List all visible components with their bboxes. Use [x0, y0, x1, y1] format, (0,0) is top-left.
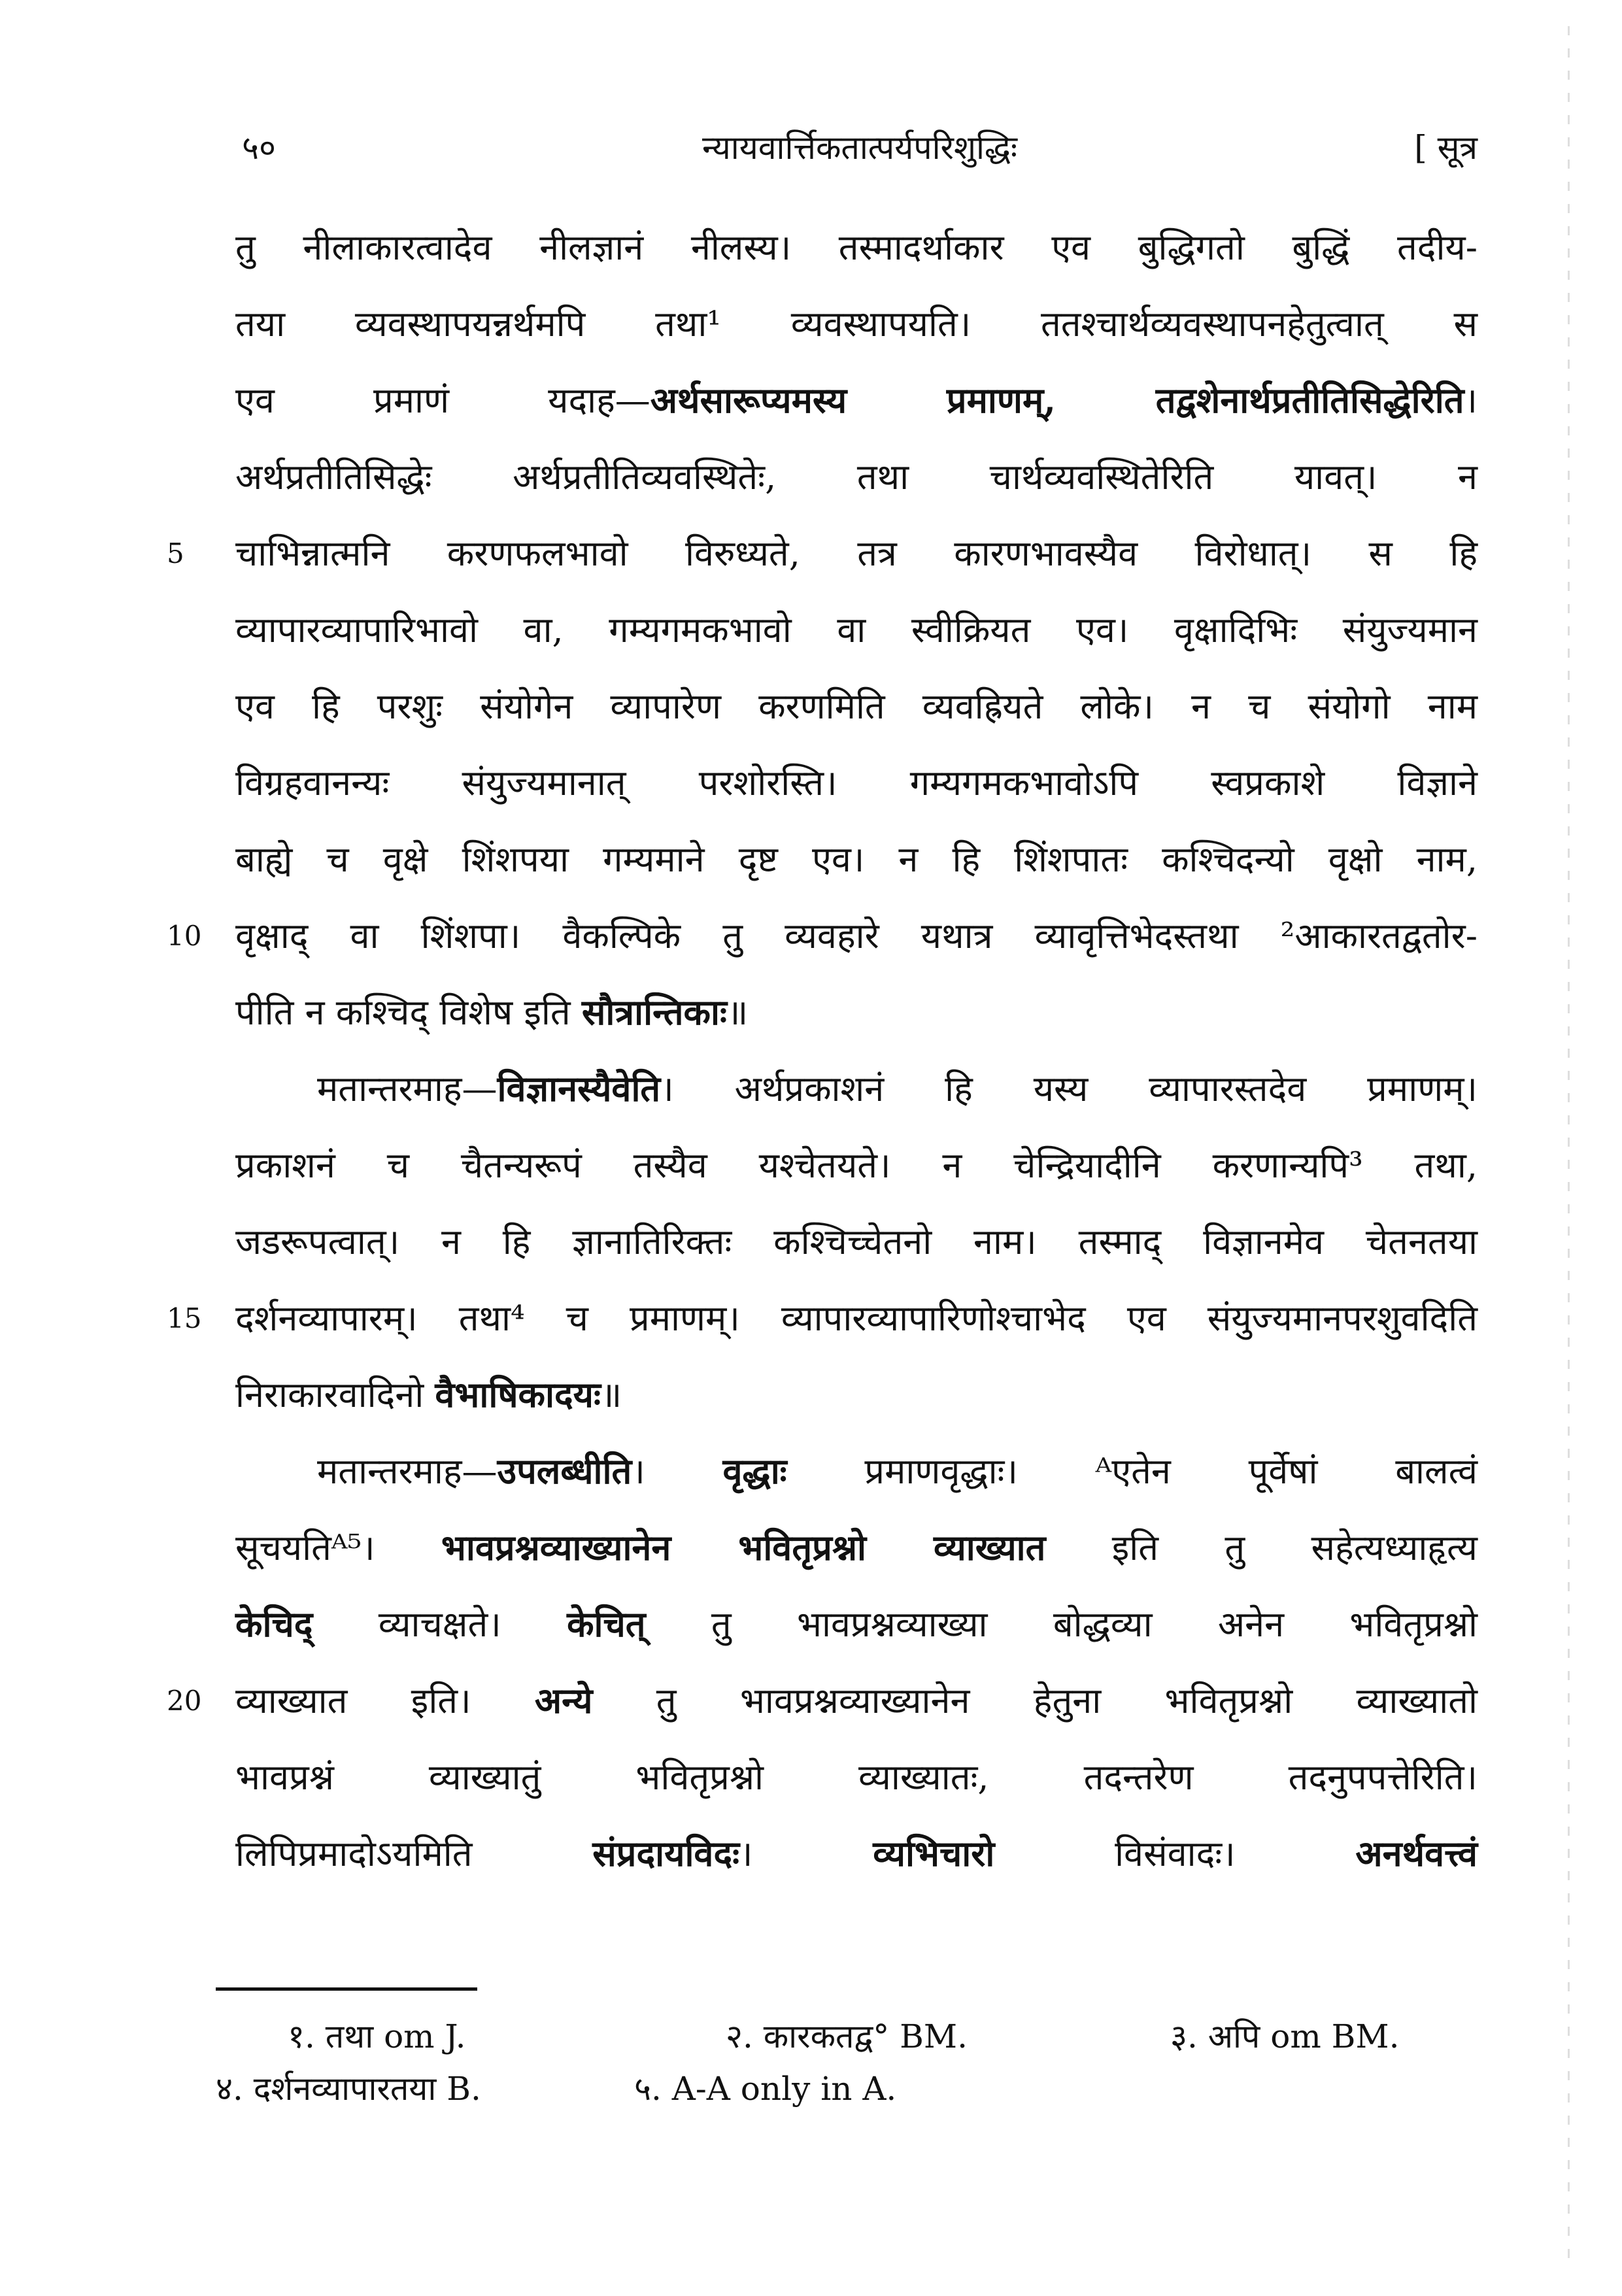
line-text: विग्रहवानन्यः संयुज्यमानात् परशोरस्ति। गम्यगमकभावोऽपि स्वप्रकाशे विज्ञाने [235, 762, 1478, 803]
text-line [235, 668, 1478, 745]
line-text: अर्थप्रतीतिसिद्धेः अर्थप्रतीतिव्यवस्थितेः, तथा चार्थव्यवस्थितेरिति यावत्। न [235, 456, 1478, 498]
bold-quotation: अन्ये [534, 1680, 593, 1721]
section-mark: [ सूत्र [1414, 129, 1478, 167]
text-line [167, 1663, 1478, 1739]
line-number: 20 [167, 1685, 202, 1717]
footnote-3: ३. अपि om BM. [1170, 2017, 1400, 2055]
line-text: । [739, 1833, 873, 1874]
text-line [167, 898, 1478, 974]
footnote-1: १. तथा om J. [288, 2017, 466, 2055]
line-text: लिपिप्रमादोऽयमिति [235, 1833, 593, 1874]
text-line [235, 1204, 1478, 1280]
line-text: प्रमाणवृद्धाः। ᴬएतेन पूर्वेषां बालत्वं [786, 1451, 1478, 1492]
line-text: वृक्षाद् वा शिंशपा। वैकल्पिके तु व्यवहारे यथात्र व्यावृत्तिभेदस्तथा ²आकारतद्वतोर- [235, 915, 1478, 956]
text-line [235, 821, 1478, 898]
line-text: । [1464, 380, 1478, 421]
text-line [235, 974, 1478, 1051]
footnote-row [216, 2010, 1458, 2063]
bold-quotation: विज्ञानस्यैवेति [497, 1068, 661, 1109]
line-text: व्याख्यात इति। [235, 1680, 535, 1721]
page-number: ५० [242, 129, 276, 167]
text-line [235, 1051, 1478, 1127]
line-text: एव हि परशुः संयोगेन व्यापारेण करणमिति व्यवह्रियते लोके। न च संयोगो नाम [235, 686, 1478, 727]
line-text: इति तु सहेत्यध्याहृत्य [1045, 1527, 1478, 1568]
footnote-divider [216, 1987, 477, 1991]
text-line [235, 286, 1478, 362]
line-number: 5 [167, 537, 184, 569]
line-text: । [632, 1451, 723, 1492]
line-text: ॥ [600, 1374, 622, 1415]
text-line [235, 1586, 1478, 1663]
running-title: न्यायवार्त्तिकतात्पर्यपरिशुद्धिः [702, 129, 1017, 167]
bold-quotation: केचित् [567, 1603, 646, 1645]
text-line [235, 1127, 1478, 1204]
line-text: । अर्थप्रकाशनं हि यस्य व्यापारस्तदेव प्रमाणम्। [660, 1068, 1478, 1109]
text-line [235, 1739, 1478, 1815]
line-text: भावप्रश्नं व्याख्यातुं भवितृप्रश्नो व्याख्यातः, तदन्तरेण तदनुपपत्तेरिति। [235, 1757, 1478, 1798]
footnote-4: ४. दर्शनव्यापारतया B. [216, 2070, 481, 2108]
bold-quotation: व्यभिचारो [873, 1832, 995, 1874]
line-text: मतान्तरमाह— [317, 1451, 498, 1492]
line-text: निराकारवादिनो [235, 1374, 435, 1415]
bold-school-name: संप्रदायविदः [592, 1832, 740, 1874]
bold-quotation: भावप्रश्नव्याख्यानेन भवितृप्रश्नो व्याख्यात [441, 1527, 1046, 1568]
page-edge-shadow [1568, 26, 1570, 2262]
line-text: चाभिन्नात्मनि करणफलभावो विरुध्यते, तत्र कारणभावस्यैव विरोधात्। स हि [235, 533, 1478, 574]
text-line [167, 1280, 1478, 1357]
footnote-row [216, 2063, 1458, 2115]
line-text: पीति न कश्चिद् विशेष इति [235, 992, 582, 1033]
page-header [242, 124, 1478, 183]
line-text: प्रकाशनं च चैतन्यरूपं तस्यैव यश्चेतयते। न चेन्द्रियादीनि करणान्यपि³ तथा, [235, 1145, 1478, 1186]
text-line [235, 1433, 1478, 1510]
text-line [235, 745, 1478, 821]
bold-quotation: अनर्थवत्त्वं [1355, 1832, 1478, 1874]
bold-school-name: वैभाषिकादयः [435, 1374, 601, 1415]
line-text: दर्शनव्यापारम्। तथा⁴ च प्रमाणम्। व्यापारव्यापारिणोश्चाभेद एव संयुज्यमानपरशुवदिति [235, 1298, 1478, 1339]
line-text: तु भावप्रश्नव्याख्यानेन हेतुना भवितृप्रश्नो व्याख्यातो [592, 1680, 1478, 1721]
text-line [235, 1815, 1478, 1892]
text-line [235, 1357, 1478, 1433]
line-text: ॥ [726, 992, 749, 1033]
bold-quotation: केचिद् [235, 1603, 313, 1645]
line-text: तु नीलाकारत्वादेव नीलज्ञानं नीलस्य। तस्मादर्थाकार एव बुद्धिगतो बुद्धिं तदीय- [235, 227, 1478, 268]
text-line [167, 515, 1478, 592]
line-text: मतान्तरमाह— [317, 1068, 498, 1109]
line-text: बाह्ये च वृक्षे शिंशपया गम्यमाने दृष्ट एव। न हि शिंशपातः कश्चिदन्यो वृक्षो नाम, [235, 839, 1478, 880]
main-text [167, 209, 1478, 1892]
bold-quotation: उपलब्धीति [497, 1450, 632, 1492]
line-text: विसंवादः। [994, 1833, 1356, 1874]
line-text: व्याचक्षते। [313, 1604, 567, 1645]
line-text: एव प्रमाणं यदाह— [235, 380, 650, 421]
bold-quotation: वृद्धाः [722, 1450, 787, 1492]
bold-quotation: अर्थसारूप्यमस्य प्रमाणम्, तद्वशेनार्थप्रतीतिसिद्धेरिति [650, 379, 1464, 421]
line-text: व्यापारव्यापारिभावो वा, गम्यगमकभावो वा स्वीक्रियत एव। वृक्षादिभिः संयुज्यमान [235, 609, 1478, 650]
line-number: 15 [167, 1302, 202, 1334]
line-text: तु भावप्रश्नव्याख्या बोद्धव्या अनेन भवितृप्रश्नो [645, 1604, 1478, 1645]
line-text: सूचयतिᴬ⁵। [235, 1527, 441, 1568]
text-line [235, 439, 1478, 515]
text-line [235, 209, 1478, 286]
line-number: 10 [167, 920, 202, 952]
line-text: जडरूपत्वात्। न हि ज्ञानातिरिक्तः कश्चिच्चेतनो नाम। तस्माद् विज्ञानमेव चेतनतया [235, 1221, 1478, 1262]
bold-school-name: सौत्रान्तिकाः [581, 991, 727, 1033]
text-line [235, 362, 1478, 439]
text-line [235, 1510, 1478, 1586]
footnote-5: ५. A-A only in A. [634, 2070, 897, 2108]
footnote-2: २. कारकतद्व° BM. [726, 2017, 968, 2055]
footnotes [216, 2010, 1458, 2115]
line-text: तया व्यवस्थापयन्नर्थमपि तथा¹ व्यवस्थापयति। ततश्चार्थव्यवस्थापनहेतुत्वात् स [235, 303, 1478, 345]
text-line [235, 592, 1478, 668]
